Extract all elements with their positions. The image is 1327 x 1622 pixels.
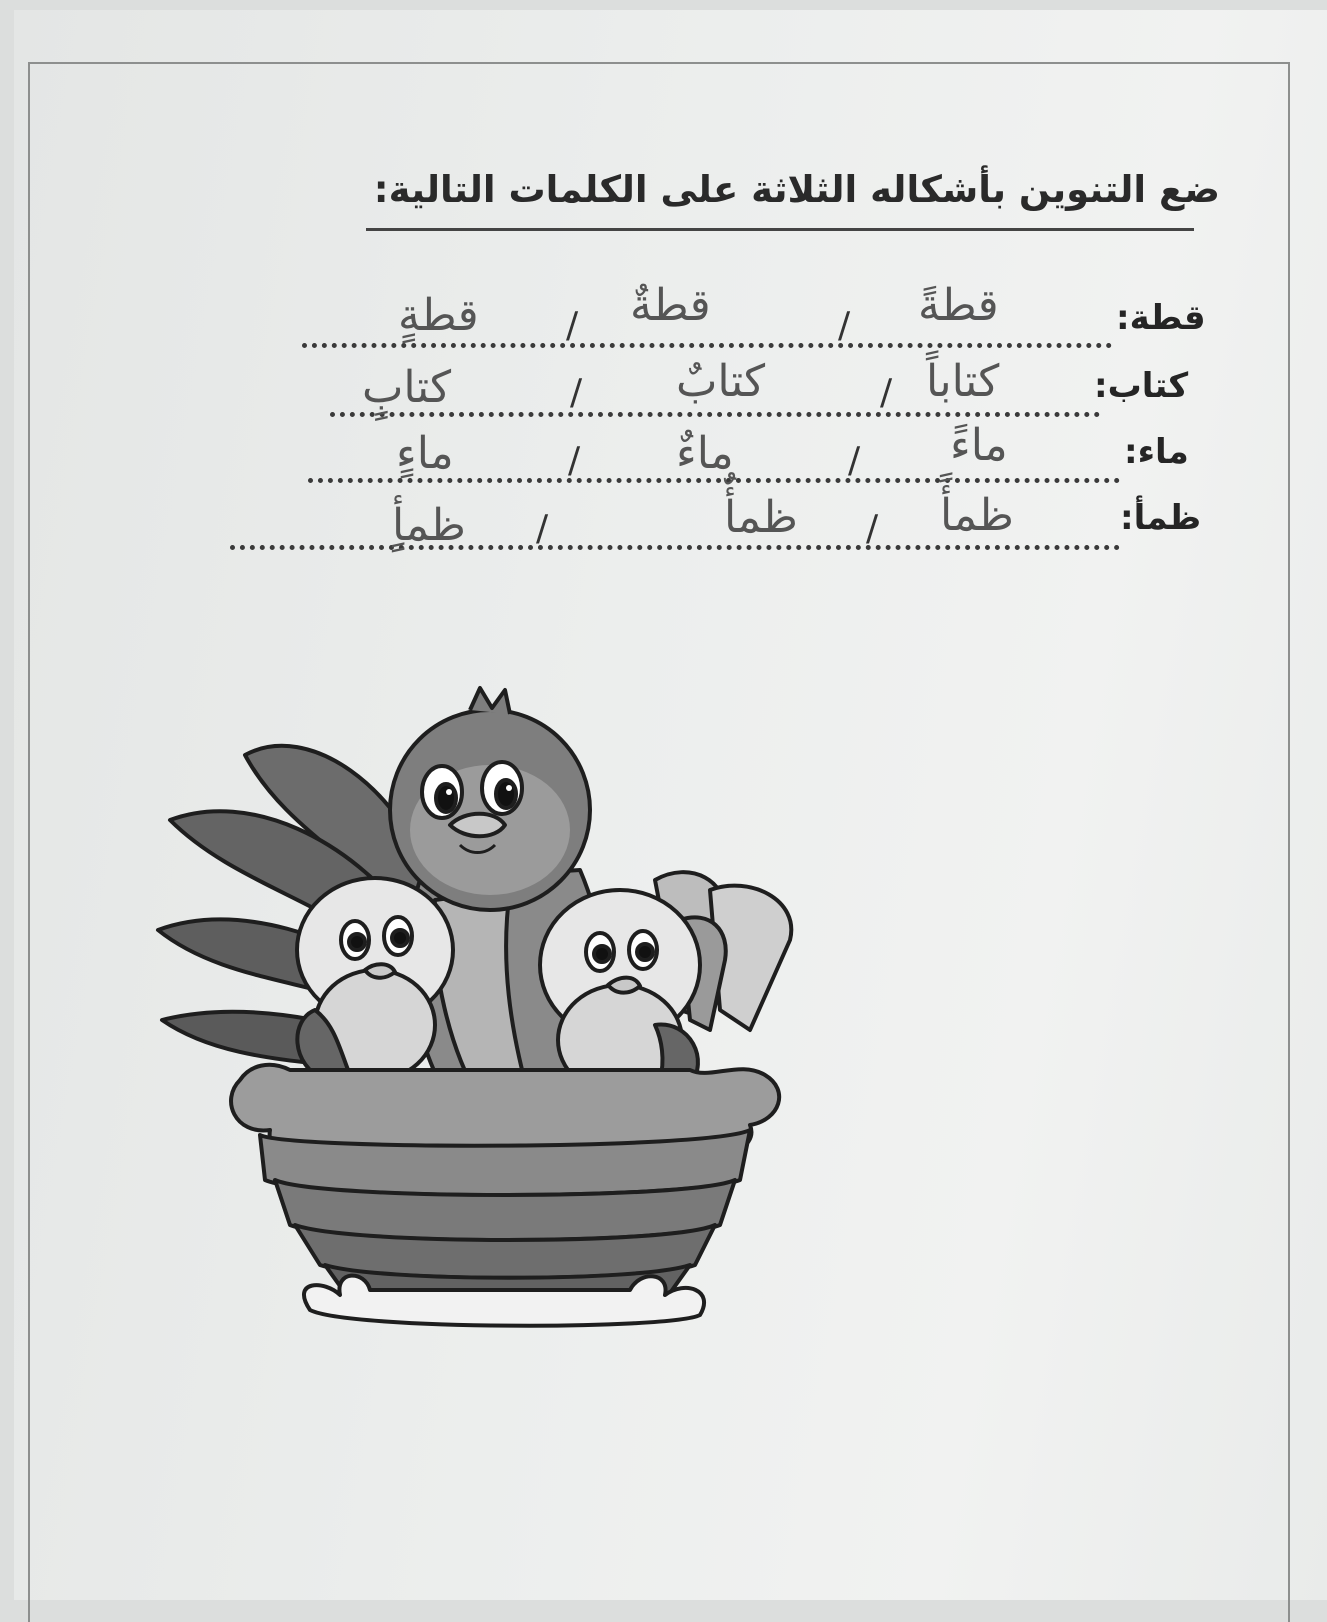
answer-fathatan: كتاباً [926, 356, 1000, 407]
answer-line [302, 343, 1112, 348]
answer-kasratan: كتابٍ [362, 362, 452, 413]
word-label: ظمأ: [1120, 498, 1202, 538]
bird-family-in-nest-icon [150, 680, 820, 1370]
answer-fathatan: ماءً [950, 420, 1008, 471]
separator: / [838, 305, 851, 346]
separator: / [880, 372, 893, 413]
answer-dammatan: ماءٌ [676, 428, 734, 479]
separator: / [536, 508, 549, 549]
answer-kasratan: قطةٍ [398, 290, 479, 341]
word-label: كتاب: [1094, 366, 1189, 406]
answer-fathatan: ظمأً [940, 490, 1014, 541]
instruction-title: ضع التنوين بأشكاله الثلاثة على الكلمات التالية: [373, 168, 1220, 211]
separator: / [848, 440, 861, 481]
word-label: قطة: [1116, 298, 1206, 338]
answer-line [230, 545, 1120, 550]
answer-dammatan: كتابٌ [676, 356, 766, 407]
word-label: ماء: [1124, 432, 1189, 472]
separator: / [568, 440, 581, 481]
answer-fathatan: قطةً [918, 280, 999, 331]
answer-kasratan: ماءٍ [396, 428, 454, 479]
answer-dammatan: ظمأٌ [724, 492, 798, 543]
separator: / [570, 372, 583, 413]
separator: / [866, 508, 879, 549]
separator: / [566, 305, 579, 346]
title-underline [366, 228, 1194, 231]
answer-kasratan: ظمأٍ [392, 500, 466, 551]
answer-dammatan: قطةٌ [630, 280, 711, 331]
